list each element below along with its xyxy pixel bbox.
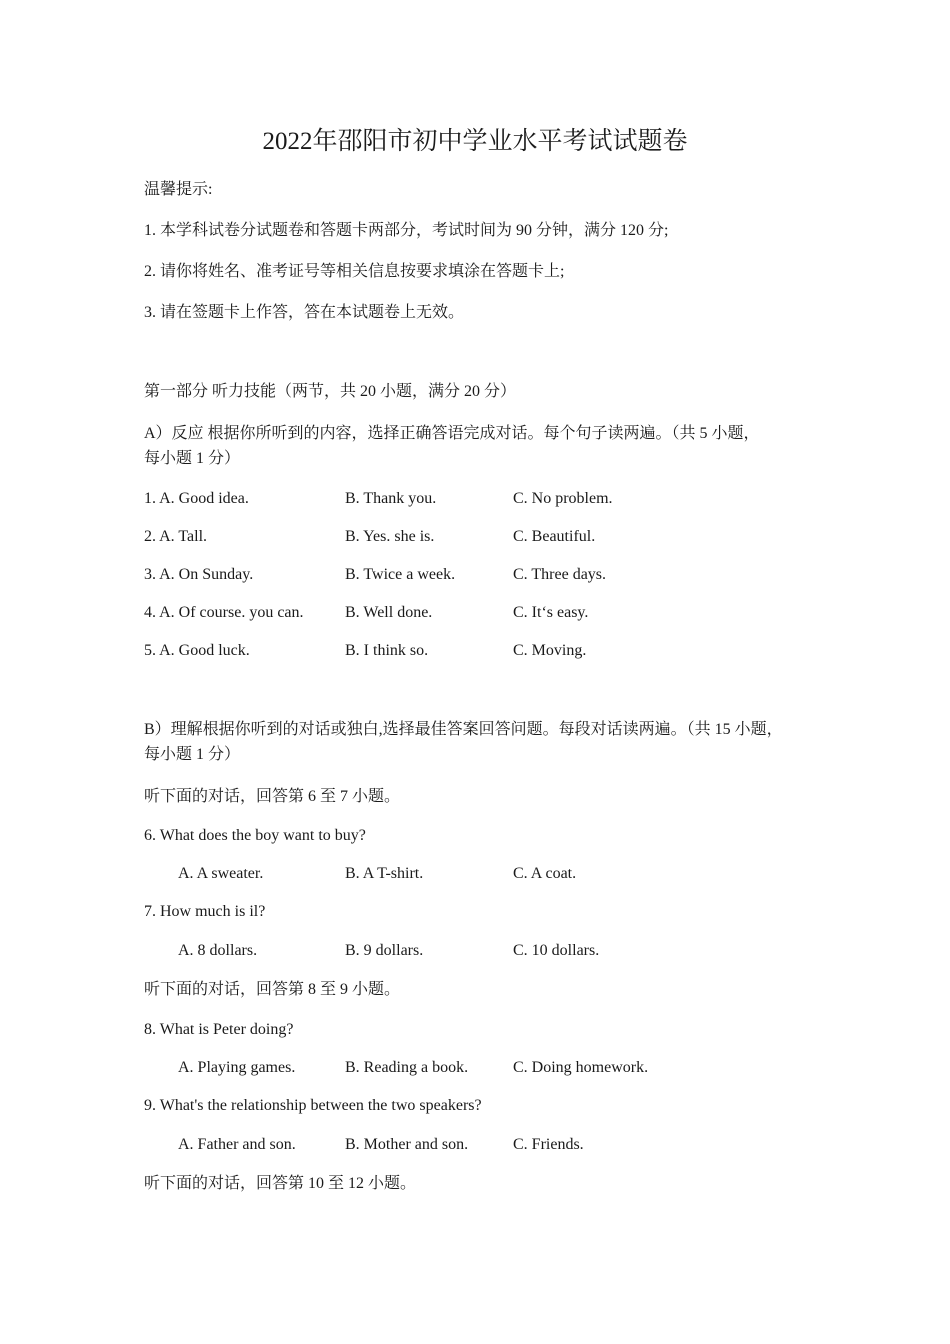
question-5-option-b: B. I think so. <box>345 642 429 659</box>
question-9-option-a: A. Father and son. <box>178 1136 296 1153</box>
question-1-option-a: 1. A. Good idea. <box>144 490 249 507</box>
question-8-option-c: C. Doing homework. <box>513 1059 649 1076</box>
part1-heading: 第一部分 听力技能（两节，共 20 小题，满分 20 分） <box>144 383 517 400</box>
section-b-instructions-cont: 每小题 1 分） <box>144 746 241 763</box>
notice-item: 2. 请你将姓名、准考证号等相关信息按要求填涂在答题卡上; <box>144 263 565 280</box>
question-6-option-c: C. A coat. <box>513 865 577 882</box>
question-3-option-b: B. Twice a week. <box>345 566 456 583</box>
question-4-option-b: B. Well done. <box>345 604 433 621</box>
page-title: 2022年邵阳市初中学业水平考试试题卷 <box>262 128 688 155</box>
question-8-text: 8. What is Peter doing? <box>144 1021 294 1038</box>
section-a-instructions-cont: 每小题 1 分） <box>144 450 241 467</box>
question-9-text: 9. What's the relationship between the two speakers? <box>144 1097 482 1114</box>
question-4-option-a: 4. A. Of course. you can. <box>144 604 304 621</box>
question-8-option-b: B. Reading a book. <box>345 1059 469 1076</box>
dialogue-intro: 听下面的对话，回答第 10 至 12 小题。 <box>144 1175 417 1192</box>
question-7-option-c: C. 10 dollars. <box>513 942 600 959</box>
question-6-option-a: A. A sweater. <box>178 865 264 882</box>
question-7-text: 7. How much is il? <box>144 903 266 920</box>
dialogue-intro: 听下面的对话，回答第 6 至 7 小题。 <box>144 788 401 805</box>
question-5-option-c: C. Moving. <box>513 642 587 659</box>
question-4-option-c: C. It‘s easy. <box>513 604 589 621</box>
question-2-option-c: C. Beautiful. <box>513 528 596 545</box>
question-2-option-a: 2. A. Tall. <box>144 528 208 545</box>
notice-item: 1. 本学科试卷分试题卷和答题卡两部分，考试时间为 90 分钟，满分 120 分; <box>144 222 669 239</box>
question-1-option-c: C. No problem. <box>513 490 613 507</box>
question-1-option-b: B. Thank you. <box>345 490 437 507</box>
question-7-option-b: B. 9 dollars. <box>345 942 424 959</box>
question-6-text: 6. What does the boy want to buy? <box>144 827 366 844</box>
question-7-option-a: A. 8 dollars. <box>178 942 258 959</box>
notice-item: 3. 请在签题卡上作答，答在本试题卷上无效。 <box>144 304 465 321</box>
question-9-option-b: B. Mother and son. <box>345 1136 469 1153</box>
section-a-instructions: A）反应 根据你所听到的内容，选择正确答语完成对话。每个句子读两遍。（共 5 小题， <box>144 425 760 442</box>
question-5-option-a: 5. A. Good luck. <box>144 642 250 659</box>
dialogue-intro: 听下面的对话，回答第 8 至 9 小题。 <box>144 981 401 998</box>
question-9-option-c: C. Friends. <box>513 1136 584 1153</box>
section-b-instructions: B）理解根据你听到的对话或独白,选择最佳答案回答问题。每段对话读两遍。（共 15 小题， <box>144 721 783 738</box>
question-6-option-b: B. A T-shirt. <box>345 865 424 882</box>
question-3-option-c: C. Three days. <box>513 566 607 583</box>
notice-heading: 温馨提示: <box>144 181 213 198</box>
question-3-option-a: 3. A. On Sunday. <box>144 566 254 583</box>
question-8-option-a: A. Playing games. <box>178 1059 296 1076</box>
question-2-option-b: B. Yes. she is. <box>345 528 435 545</box>
